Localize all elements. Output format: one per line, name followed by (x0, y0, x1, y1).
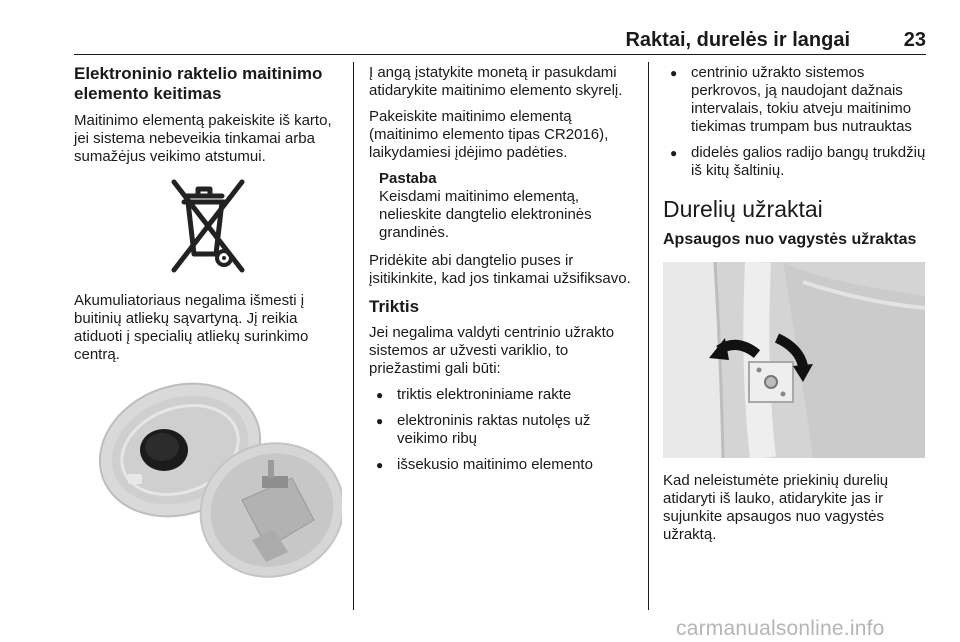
note-box (369, 170, 637, 242)
column-divider-2 (648, 62, 649, 610)
col2-paragraph-1: Į angą įstatykite monetą ir pasukdami atidarykite maitinimo elemento skyrelį. (369, 64, 623, 99)
fault-causes-list (369, 386, 637, 474)
running-header-title: Raktai, durelės ir langai (625, 29, 850, 51)
page-number: 23 (903, 29, 926, 51)
fault-section-title: Triktis (369, 297, 420, 316)
col3-paragraph-1: Kad neleistumėte priekinių durelių atidaryti iš lauko, atidarykite jas ir sujunkite apsaugos nuo vagystės užraktą. (663, 472, 889, 543)
list-item: ● elektroninis raktas nutolęs už veikimo ribų (369, 412, 637, 448)
header-rule (74, 54, 926, 55)
note-title: Pastaba (379, 170, 437, 187)
opened-key-fob-battery-image (92, 380, 342, 585)
col1-paragraph-1: Maitinimo elementą pakeiskite iš karto, jei sistema nebeveikia tinkamai arba sumažėjus veikimo atstumui. (74, 112, 332, 165)
door-locks-heading: Durelių užraktai (663, 196, 823, 222)
battery-change-heading: Elektroninio raktelio maitinimo elemento keitimas (74, 64, 323, 103)
watermark-text: carmanualsonline.info (676, 617, 885, 640)
column-divider-1 (353, 62, 354, 610)
list-item: ● centrinio užrakto sistemos perkrovos, ją naudojant dažnais intervalais, tokiu atveju maitinimo tiekimas trumpam bus nutrauktas (663, 64, 927, 136)
col2-paragraph-4: Jei negalima valdyti centrinio užrakto sistemos ar užvesti variklio, to priežastimi gali būti: (369, 324, 615, 377)
col1-paragraph-2: Akumuliatoriaus negalima išmesti į buitinių atliekų sąvartyną. Jį reikia atiduoti į specialių atliekų surinkimo centrą. (74, 292, 309, 363)
column-3 (663, 64, 927, 552)
col2-paragraph-2: Pakeiskite maitinimo elementą (maitinimo elemento tipas CR2016), laikydamiesi įdėjimo padėties. (369, 108, 609, 161)
fault-causes-list-continued (663, 64, 927, 180)
column-1 (74, 64, 342, 585)
crossed-out-wheelie-bin-icon (158, 174, 258, 276)
list-item: ● išsekusio maitinimo elemento (369, 456, 637, 474)
note-text: Keisdami maitinimo elementą, nelieskite dangtelio elektroninės grandinės. (379, 188, 592, 241)
list-item: ● triktis elektroniniame rakte (369, 386, 637, 404)
col2-paragraph-3: Pridėkite abi dangtelio puses ir įsitikinkite, kad jos tinkamai užsifiksavo. (369, 252, 631, 287)
door-child-lock-image (663, 262, 925, 458)
child-lock-subheading: Apsaugos nuo vagystės užraktas (663, 231, 917, 248)
column-2 (369, 64, 637, 482)
list-item: ● didelės galios radijo bangų trukdžių iš kitų šaltinių. (663, 144, 927, 180)
